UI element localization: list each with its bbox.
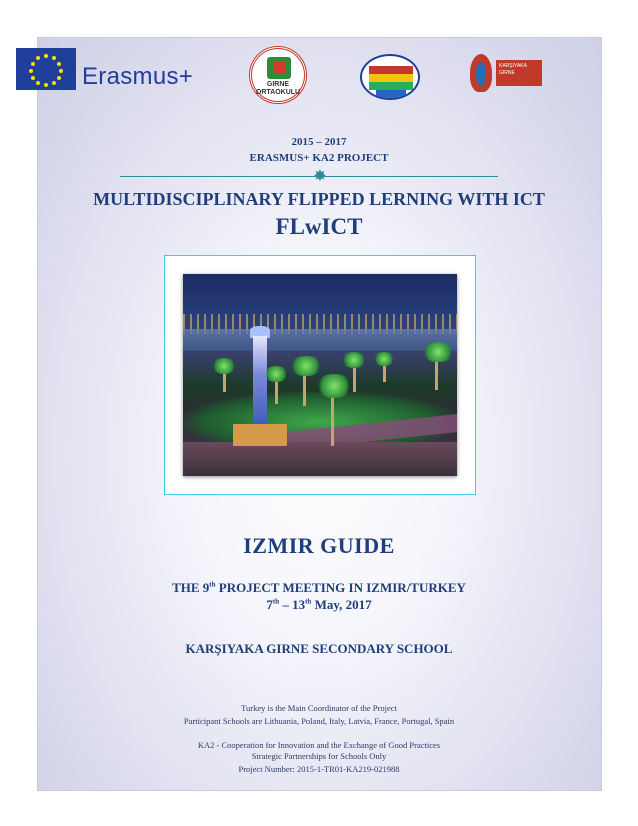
logo-strip — [0, 40, 638, 106]
strategic-partnership-note: Strategic Partnerships for Schools Only — [251, 751, 387, 761]
star-separator-icon: ✸ — [313, 166, 327, 185]
host-school: KARŞIYAKA GIRNE SECONDARY SCHOOL — [185, 641, 453, 656]
project-title: MULTIDISCIPLINARY FLIPPED LERNING WITH ICT — [93, 189, 545, 209]
project-acronym: FLwICT — [275, 214, 363, 239]
girne-school-logo — [249, 46, 307, 104]
eu-flag-icon — [16, 48, 76, 90]
meeting-dates: 7th – 13th May, 2017 — [266, 597, 372, 612]
project-type: ERASMUS+ KA2 PROJECT — [249, 152, 389, 164]
ka2-cooperation-note: KA2 - Cooperation for Innovation and the Exchange of Good Practices — [197, 740, 441, 750]
title-divider — [120, 176, 498, 177]
karsiyaka-school-logo — [470, 52, 542, 96]
project-years: 2015 – 2017 — [291, 136, 347, 148]
coordinator-note: Turkey is the Main Coordinator of the Project — [241, 703, 397, 713]
photo-frame — [164, 255, 476, 495]
izmir-clock-tower-photo — [183, 274, 457, 476]
participant-schools-note: Participant Schools are Lithuania, Poland, Italy, Latvia, France, Portugal, Spain — [183, 716, 455, 726]
meeting-line: THE 9th PROJECT MEETING IN IZMIR/TURKEY — [172, 580, 466, 595]
guide-title: IZMIR GUIDE — [243, 533, 395, 558]
erasmus-plus-wordmark: Erasmus+ — [82, 63, 194, 90]
flwict-project-logo — [360, 54, 420, 100]
project-number: Project Number: 2015-1-TR01-KA219-021988 — [238, 764, 400, 774]
school-logo-text: KARŞIYAKA GIRNE — [496, 60, 542, 86]
girne-logo-text: GIRNE ORTAOKULU — [255, 81, 301, 96]
